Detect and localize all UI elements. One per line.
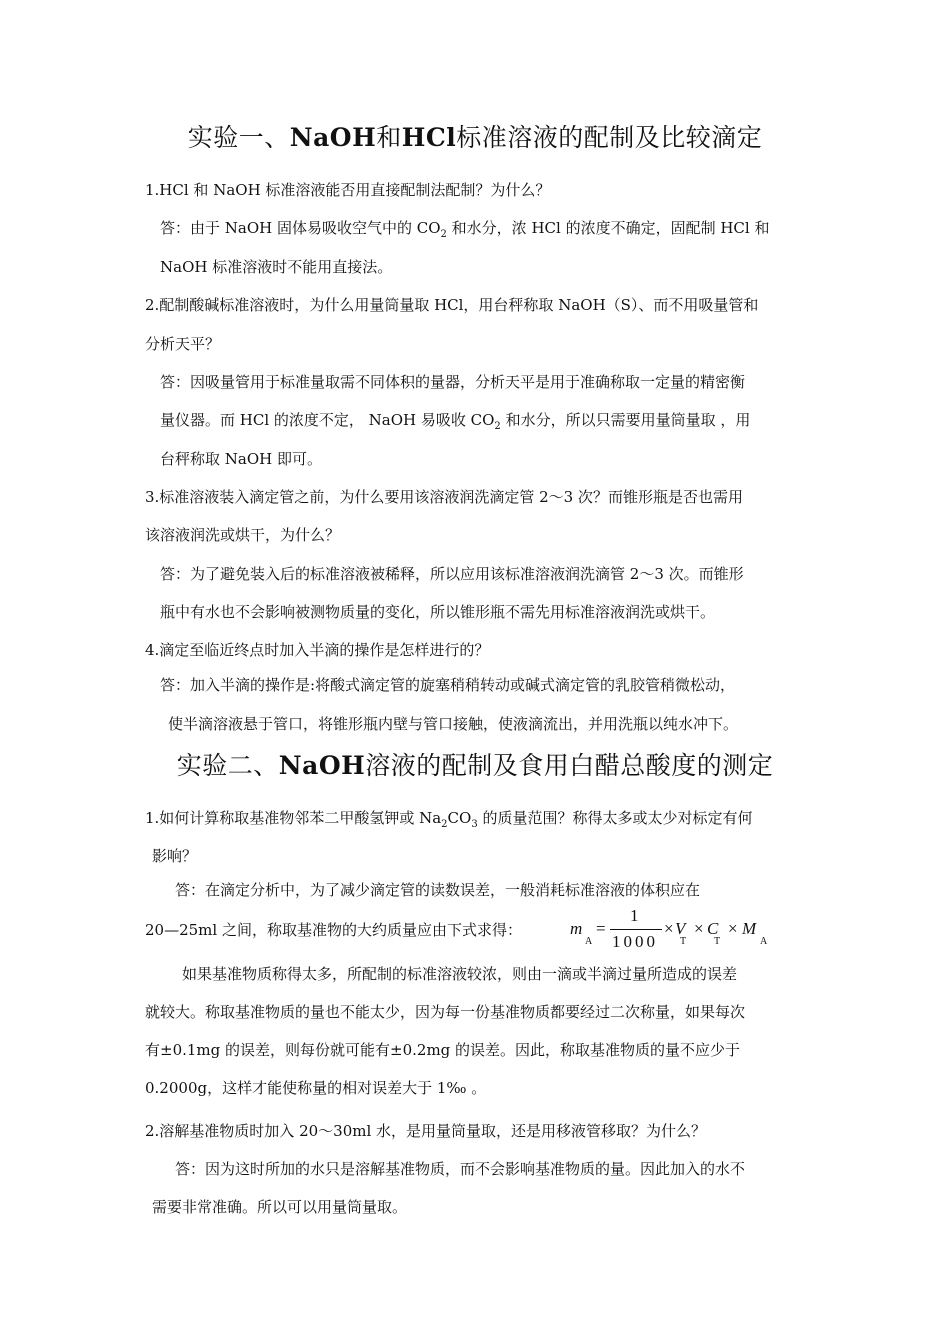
exp2-paragraph-line-2: 就较大。称取基准物质的量也不能太少，因为每一份基准物质都要经过二次称量，如果每次 xyxy=(145,1003,746,1021)
fraction-bar xyxy=(610,929,662,930)
exp1-question-3-line-2: 该溶液润洗或烘干，为什么？ xyxy=(145,526,341,544)
exp2-paragraph-line-1: 如果基准物质称得太多，所配制的标准溶液较浓，则由一滴或半滴过量所造成的误差 xyxy=(182,965,738,983)
exp1-answer-3-line-2: 瓶中有水也不会影响被测物质量的变化，所以锥形瓶不需先用标准溶液润洗或烘干。 xyxy=(160,603,716,621)
exp2-answer-1-line-2: 20—25ml 之间，称取基准物的大约质量应由下式求得： xyxy=(145,921,522,939)
exp2-answer-1-line-1: 答：在滴定分析中，为了减少滴定管的读数误差，一般消耗标准溶液的体积应在 xyxy=(175,881,701,899)
experiment-1-title: 实验一、NaOH和HCl标准溶液的配制及比较滴定 xyxy=(187,123,763,152)
exp1-answer-1-line-2: NaOH 标准溶液时不能用直接法。 xyxy=(160,258,393,276)
mass-formula: m A = 1 1000 × V T × C T × M A xyxy=(570,906,768,951)
exp1-answer-4-line-1: 答：加入半滴的操作是:将酸式滴定管的旋塞稍稍转动或碱式滴定管的乳胶管稍微松动， xyxy=(160,676,736,694)
exp2-question-2: 2.溶解基准物质时加入 20～30ml 水，是用量筒量取，还是用移液管移取？为什么？ xyxy=(145,1122,707,1140)
exp1-question-3-line-1: 3.标准溶液装入滴定管之前，为什么要用该溶液润洗滴定管 2～3 次？而锥形瓶是否也需用 xyxy=(145,488,743,506)
experiment-2-title: 实验二、NaOH溶液的配制及食用白醋总酸度的测定 xyxy=(176,751,774,780)
exp1-answer-1-line-1: 答：由于 NaOH 固体易吸收空气中的 $CO_2$ 和水分，浓 HCl 的浓度不确定，固配制 HCl 和 xyxy=(160,219,770,240)
exp1-question-1: 1.HCl 和 NaOH 标准溶液能否用直接配制法配制？为什么？ xyxy=(145,181,551,199)
exp2-answer-2-line-2: 需要非常准确。所以可以用量筒量取。 xyxy=(152,1198,408,1216)
exp2-paragraph-line-3: 有±0.1mg 的误差，则每份就可能有±0.2mg 的误差。因此，称取基准物质的量不应少于 xyxy=(145,1041,741,1059)
exp1-question-2-line-1: 2.配制酸碱标准溶液时，为什么用量筒量取 HCl，用台秤称取 NaOH（S）、而不用吸量管和 xyxy=(145,296,759,314)
exp2-question-1-line-2: 影响？ xyxy=(152,847,198,865)
exp1-question-2-line-2: 分析天平？ xyxy=(145,335,221,353)
exp2-paragraph-line-4: 0.2000g，这样才能使称量的相对误差大于 1‰ 。 xyxy=(145,1079,487,1097)
exp1-answer-2-line-3: 台秤称取 NaOH 即可。 xyxy=(160,450,322,468)
exp1-answer-4-line-2: 使半滴溶液悬于管口，将锥形瓶内壁与管口接触，使液滴流出，并用洗瓶以纯水冲下。 xyxy=(168,715,739,733)
exp1-question-4: 4.滴定至临近终点时加入半滴的操作是怎样进行的？ xyxy=(145,641,490,659)
exp2-question-1-line-1: 1.如何计算称取基准物邻苯二甲酸氢钾或 $Na_2CO_3$ 的质量范围？称得太多或太少对标定有何 xyxy=(145,809,753,830)
exp1-answer-2-line-1: 答：因吸量管用于标准量取需不同体积的量器，分析天平是用于准确称取一定量的精密衡 xyxy=(160,373,746,391)
exp1-answer-2-line-2: 量仪器。而 HCl 的浓度不定， NaOH 易吸收 $CO_2$ 和水分，所以只需要用量筒量取 ，用 xyxy=(160,411,751,432)
exp1-answer-3-line-1: 答：为了避免装入后的标准溶液被稀释，所以应用该标准溶液润洗滴管 2～3 次。而锥形 xyxy=(160,565,744,583)
exp2-answer-2-line-1: 答：因为这时所加的水只是溶解基准物质，而不会影响基准物质的量。因此加入的水不 xyxy=(175,1160,746,1178)
